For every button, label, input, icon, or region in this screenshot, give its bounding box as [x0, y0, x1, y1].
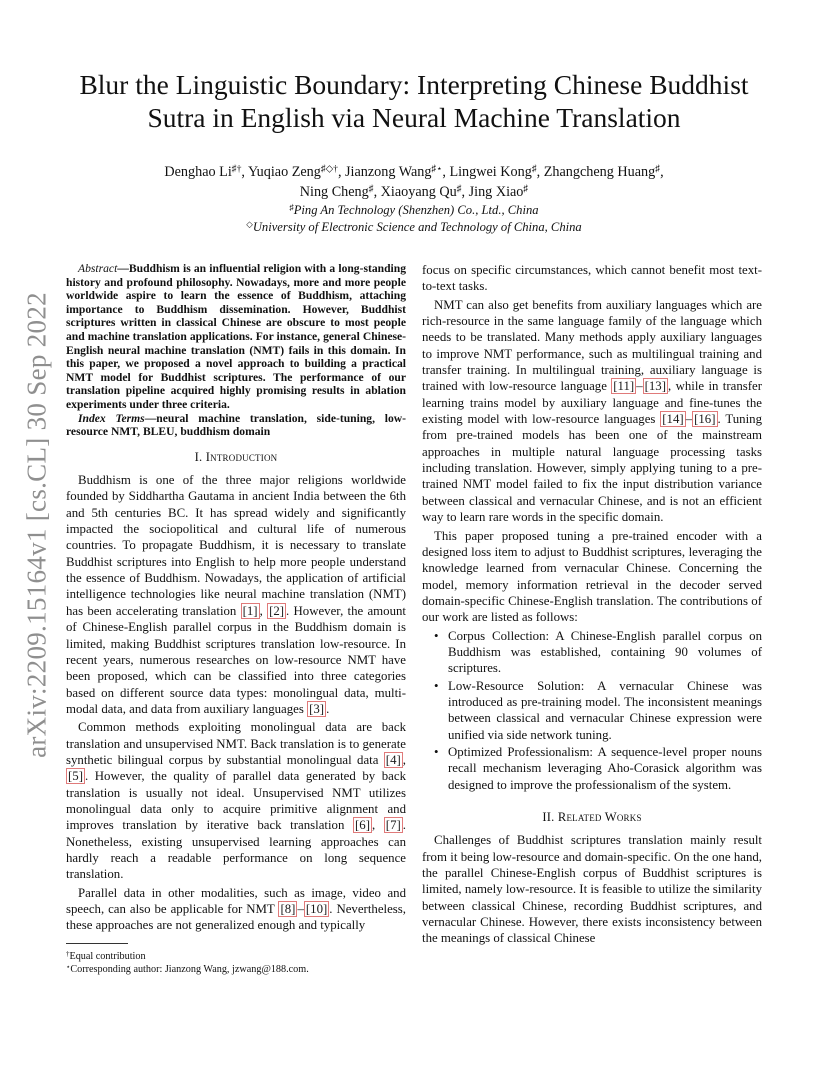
text-run: –	[685, 412, 693, 427]
citation-link[interactable]: [8]	[280, 902, 296, 916]
text-run: Buddhism is one of the three major religions worldwide founded by Siddhartha Gautama in ancient India between the 6th and 5th centuries BC. It has spread widely and significantly impacted the sociopolitical and cultural life of numerous countries. To propagate Buddhism, it is necessary to translate Buddhist scriptures into English to help more people understand the essence of Buddhism. Nowadays, the application of artificial intelligence technologies like neural machine translation (NMT) has been accelerating translation	[66, 473, 406, 618]
bullet-icon: •	[434, 744, 439, 759]
text-run: . However, the quality of parallel data generated by back translation is usually not ideal. Unsupervised NMT utilizes monolingual data only to acquire primitive alignment and improves translation by iterative back translation	[66, 769, 406, 833]
footnotes	[66, 946, 406, 976]
text-run: –	[636, 379, 643, 394]
index-terms-label: Index Terms	[78, 411, 145, 425]
title-block	[60, 68, 768, 235]
author-mark: ♯†	[231, 163, 242, 175]
author-mark: ♯	[531, 163, 537, 175]
section-number: I.	[194, 449, 206, 464]
title-line-1: Blur the Linguistic Boundary: Interpreting Chinese Buddhist	[79, 69, 749, 100]
citation-link[interactable]: [6]	[355, 818, 370, 833]
citation-link[interactable]: [7]	[385, 818, 401, 833]
list-item-text: Optimized Professionalism: A sequence-level proper nouns recall mechanism leveraging Aho-Corasick algorithm was designed to improve the professionalism of the system.	[448, 744, 762, 792]
section-heading-related-works	[422, 809, 762, 825]
text-run: . However, the amount of Chinese-English parallel corpus in the Buddhism domain is limited, making Buddhist scriptures translation low-resource. In recent years, numerous researches on low-resource NMT have been proposed, which can be classified into three categories based on different source data types: monolingual data, multi-modal data, and data from auxiliary languages	[66, 603, 406, 716]
author-list	[60, 162, 768, 202]
right-column	[422, 262, 762, 949]
paper-title	[60, 68, 768, 134]
paragraph	[66, 719, 406, 882]
author-mark: ♯	[456, 183, 462, 195]
section-number: II.	[542, 810, 558, 824]
list-item	[422, 744, 762, 793]
affiliation	[60, 219, 768, 236]
citation-link[interactable]: [10]	[305, 902, 328, 916]
citation-link[interactable]: [3]	[309, 701, 325, 716]
text-run: Common methods exploiting monolingual data are back translation and unsupervised NMT. Back translation is to generate synthetic bilingual corpus by substantial monolingual data	[66, 720, 406, 767]
text-run: . Nonetheless, existing unsupervised learning approaches can hardly reach a readable performance on long sequence translation.	[66, 818, 406, 882]
list-item	[422, 678, 762, 743]
footnote-text: Equal contribution	[69, 951, 146, 962]
author-mark: ♯	[523, 183, 529, 195]
footnote-mark: ⋆	[66, 963, 71, 971]
citation-link[interactable]: [13]	[644, 379, 667, 394]
paragraph	[422, 297, 762, 526]
text-run: , while in transfer learning trains model by auxiliary language and fine-tunes the existing model with low-resource languages	[422, 379, 762, 427]
footnote-mark: †	[66, 950, 70, 958]
author-name: Zhangcheng Huang	[543, 164, 656, 180]
section-title: Related Works	[557, 810, 642, 824]
contribution-list	[422, 628, 762, 793]
arxiv-stamp: arXiv:2209.15164v1 [cs.CL] 30 Sep 2022	[21, 292, 52, 758]
paragraph	[66, 885, 406, 934]
list-item	[422, 628, 762, 677]
author-name: Denghao Li	[164, 164, 232, 180]
section-title: Introduction	[205, 449, 278, 464]
footnote	[66, 950, 406, 963]
author-mark: ♯◇†	[320, 163, 338, 175]
affiliation-mark: ♯	[289, 202, 294, 213]
citation-link[interactable]: [2]	[269, 603, 285, 618]
paragraph	[66, 472, 406, 717]
left-column	[66, 262, 406, 936]
author-name: Lingwei Kong	[449, 164, 532, 180]
affiliation	[60, 202, 768, 219]
title-line-2: Sutra in English via Neural Machine Translation	[147, 102, 681, 133]
text-run: –	[297, 902, 304, 916]
text-run: NMT can also get benefits from auxiliary languages which are rich-resource in the same language family of the language which needs to be translated. Many methods apply auxiliary languages to improve NMT performance, such as multilingual training and transfer training. In multilingual training, auxiliary language is trained with low-resource language	[422, 297, 762, 394]
text-run: Parallel data in other modalities, such as image, video and speech, can also be applicable for NMT	[66, 885, 406, 916]
text-run: ,	[402, 752, 406, 767]
index-terms	[66, 412, 406, 439]
text-run: ,	[259, 603, 268, 618]
affiliation-mark: ◇	[246, 218, 253, 229]
index-terms-text: —neural machine translation, side-tuning, low-resource NMT, BLEU, buddhism domain	[66, 411, 406, 439]
list-item-text: Corpus Collection: A Chinese-English parallel corpus on Buddhism was established, containing 90 volumes of scriptures.	[448, 628, 762, 676]
author-line-2: Ning Cheng♯, Xiaoyang Qu♯, Jing Xiao♯	[299, 183, 529, 200]
footnote-text: Corresponding author: Jianzong Wang, jzwang@188.com.	[70, 964, 309, 975]
footnote-rule	[66, 943, 128, 944]
author-name: Jianzong Wang	[345, 164, 432, 180]
citation-link[interactable]: [11]	[613, 379, 635, 394]
citation-link[interactable]: [14]	[662, 412, 684, 427]
abstract-label: Abstract	[78, 262, 118, 275]
list-item-text: Low-Resource Solution: A vernacular Chinese was introduced as pre-training model. The inconsistent meanings between classical and vernacular Chinese expression were unified via side network tuning.	[448, 678, 762, 742]
author-mark: ♯	[655, 163, 661, 175]
citation-link[interactable]: [16]	[694, 412, 716, 427]
text-run: . Tuning from pre-trained models has been one of the mainstream approaches in multiple natural language processing tasks including translation. However, simply applying tuning to a pre-trained NMT model failed to fix the input distribution variance between classical and vernacular Chinese, and is not an efficient way to learn rare words in the specific domain.	[422, 412, 762, 525]
author-name: Jing Xiao	[468, 184, 524, 200]
bullet-icon: •	[434, 628, 439, 643]
paragraph: Challenges of Buddhist scriptures translation mainly result from it being low-resource and domain-specific. On the one hand, the parallel Chinese-English corpus of Buddhist scriptures is limited, namely low-resource. It is feasible to utilize the similarity between classical Chinese, recording Buddhist scriptures, and vernacular Chinese. However, there exists inconsistency between the meanings of classical Chinese	[422, 833, 762, 946]
citation-link[interactable]: [5]	[68, 769, 83, 784]
affiliation-text: University of Electronic Science and Technology of China, China	[252, 219, 582, 234]
footnote	[66, 963, 406, 976]
text-run: . Nevertheless, these approaches are not generalized enough and typically	[66, 902, 406, 933]
text-run: ,	[371, 818, 384, 833]
abstract-text: —Buddhism is an influential religion with a long-standing history and profound philosophy. Nowadays, more and more people worldwide aspire to learn the essence of Buddhism, attaching importance to Buddhism dissemination. However, Buddhist scriptures written in classical Chinese are obscure to most people and machine translation applications. For instance, general Chinese-English neural machine translation (NMT) fails in this domain. In this paper, we proposed a novel approach to building a practical NMT model for Buddhist scriptures. The performance of our translation pipeline acquired highly promising results in ablation experiments under three criteria.	[66, 262, 406, 411]
author-name: Yuqiao Zeng	[247, 164, 321, 180]
author-mark: ♯⋆	[431, 163, 443, 175]
author-line-1: Denghao Li♯†, Yuqiao Zeng♯◇†, Jianzong Wang♯⋆, Lingwei Kong♯, Zhangcheng Huang♯,	[164, 163, 664, 180]
citation-link[interactable]: [1]	[242, 603, 258, 618]
author-name: Xiaoyang Qu	[380, 184, 457, 200]
affiliation-text: Ping An Technology (Shenzhen) Co., Ltd., China	[293, 203, 539, 217]
author-name: Ning Cheng	[299, 184, 369, 200]
citation-link[interactable]: [4]	[385, 752, 401, 767]
bullet-icon: •	[434, 678, 439, 693]
author-mark: ♯	[368, 183, 374, 195]
paragraph: focus on specific circumstances, which cannot benefit most text-to-text tasks.	[422, 263, 762, 294]
paragraph: This paper proposed tuning a pre-trained encoder with a designed loss item to adjust to Buddhist scriptures, leveraging the knowledge learned from vernacular Chinese. Concerning the model, memory information retrieval in the decoder served domain-specific Chinese-English translation. The contributions of our work are listed as follows:	[422, 528, 762, 625]
abstract	[66, 262, 406, 412]
section-heading-introduction	[66, 449, 406, 465]
text-run: .	[326, 701, 330, 716]
